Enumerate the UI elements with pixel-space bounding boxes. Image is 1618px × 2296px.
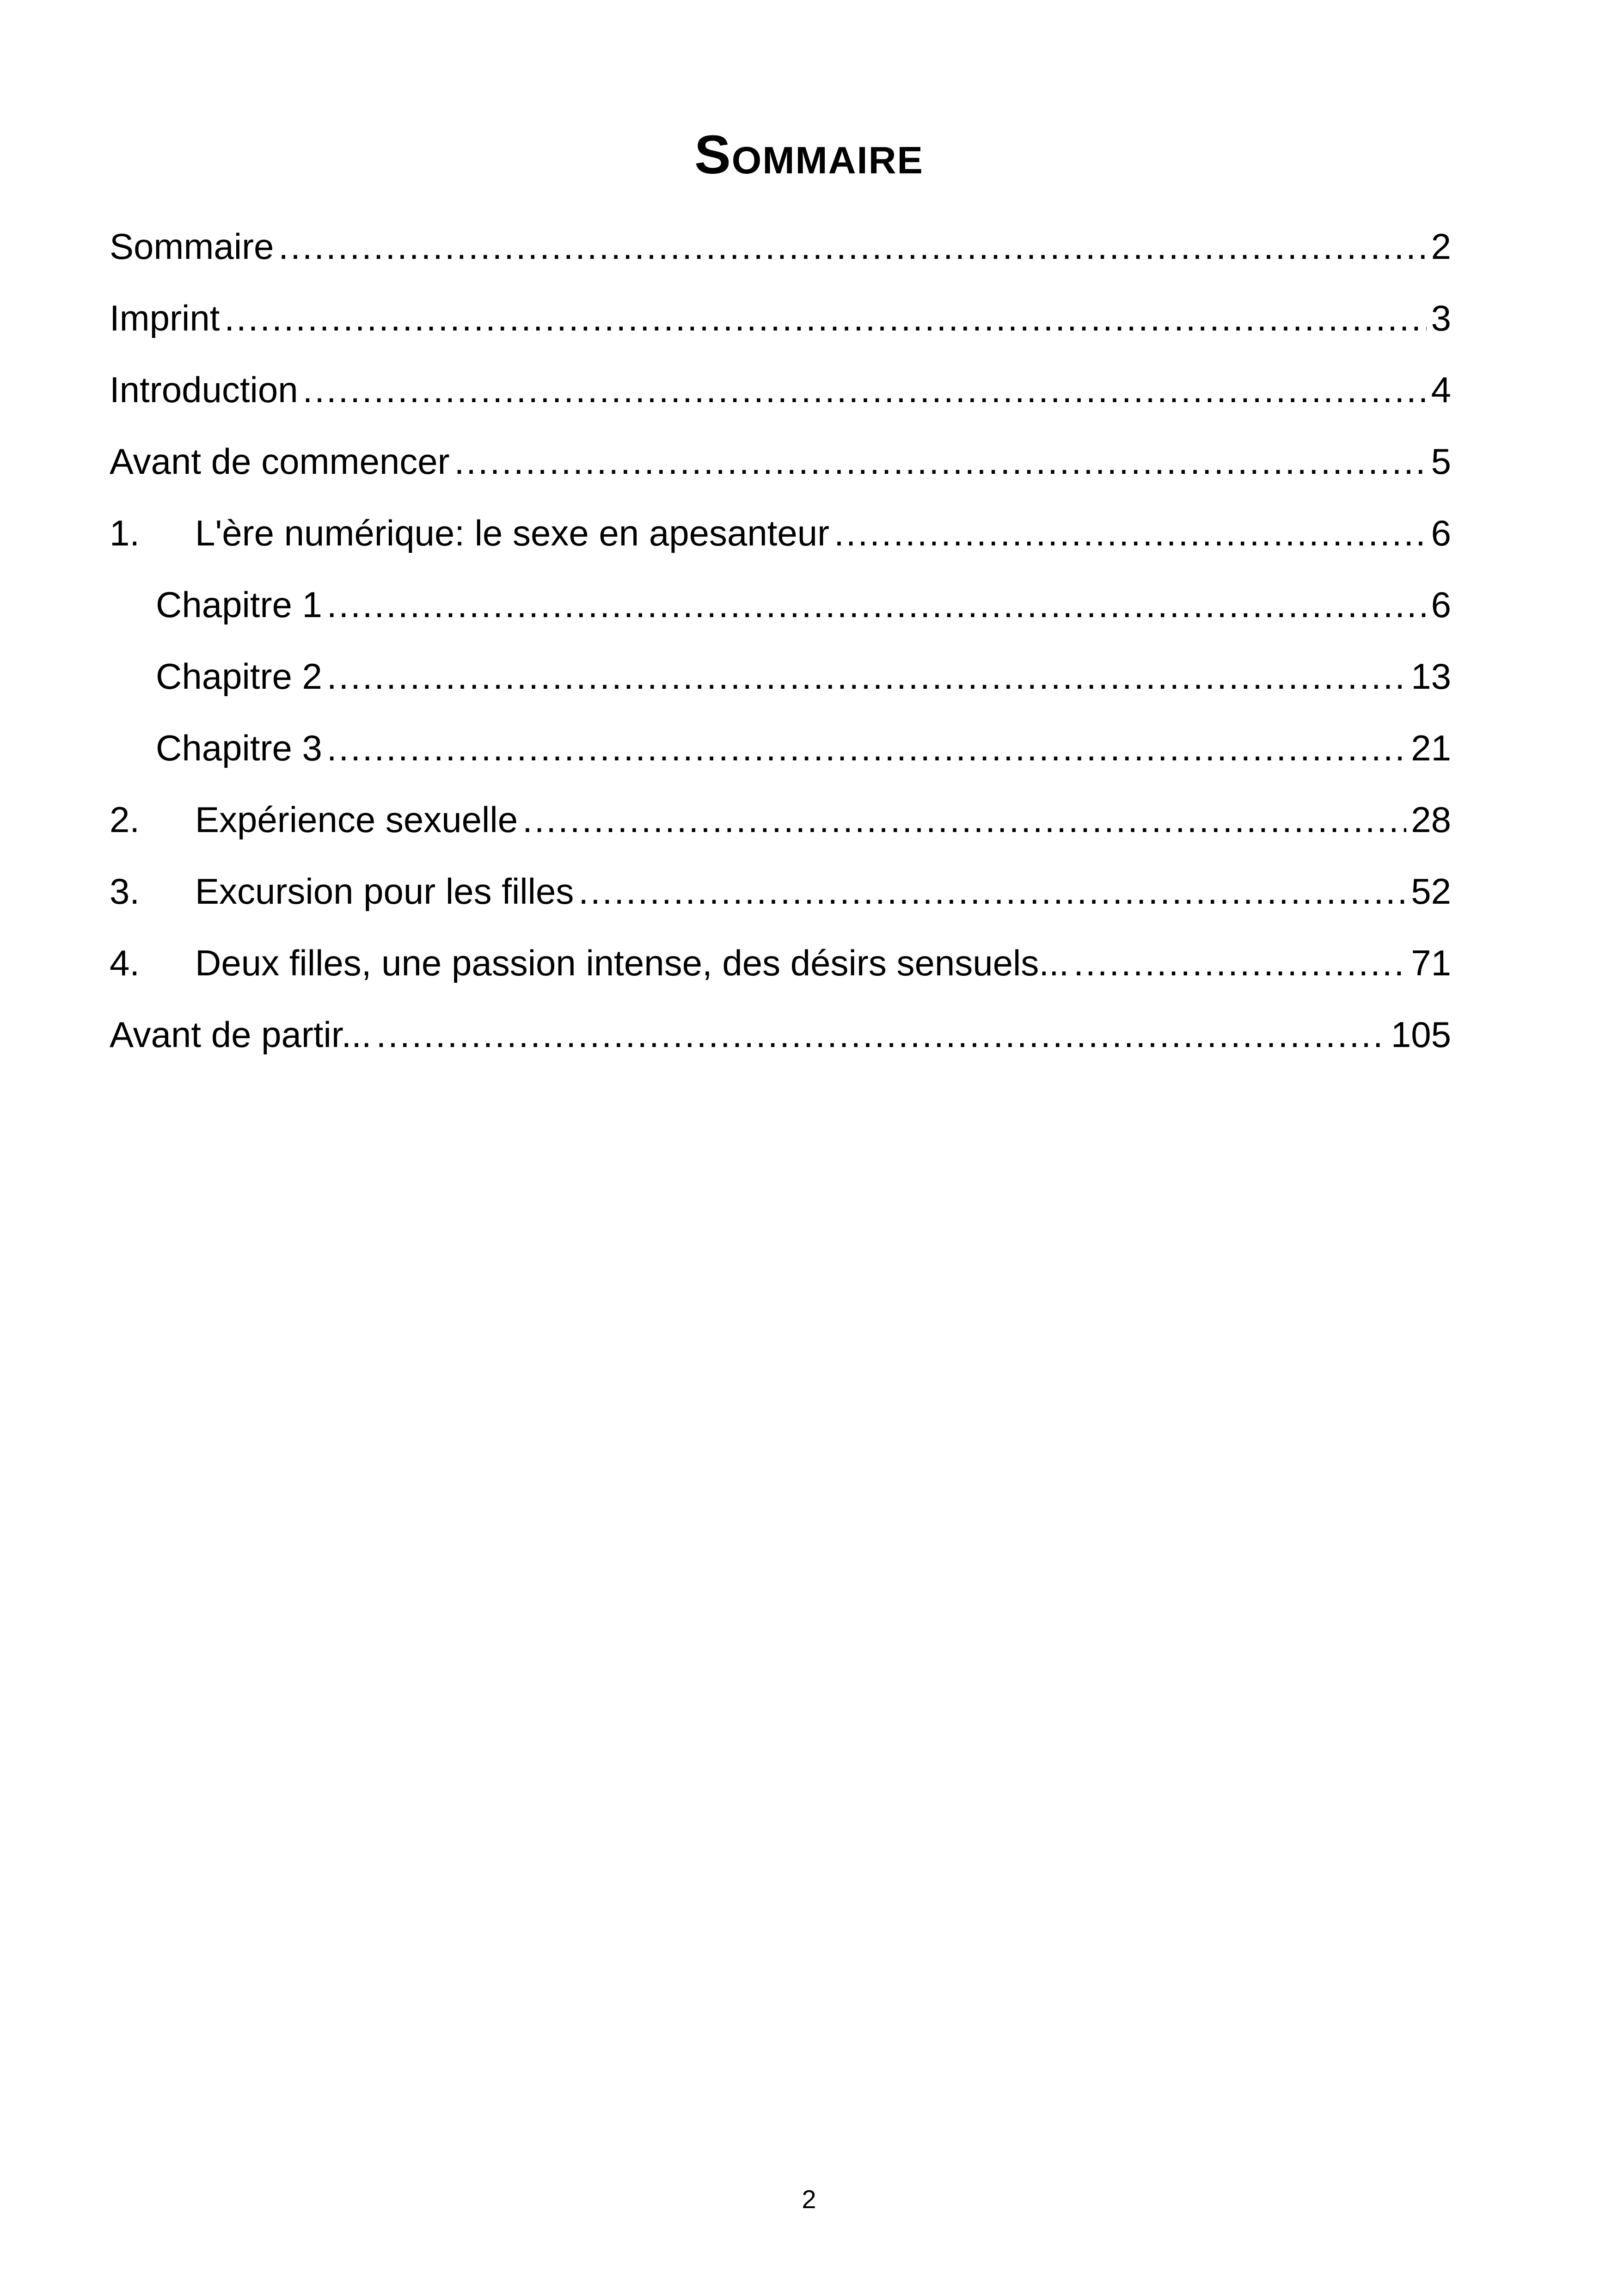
- toc-entry-number: 4.: [110, 942, 140, 983]
- toc-dot-leader: [1073, 937, 1406, 988]
- toc-entry-title: Avant de commencer: [110, 441, 450, 482]
- toc-entry-number: 1.: [110, 512, 140, 553]
- toc-dot-leader: [376, 1009, 1386, 1060]
- toc-entry-page: 5: [1431, 441, 1451, 482]
- toc-entry[interactable]: [110, 855, 1451, 927]
- toc-entry-page: 21: [1411, 727, 1451, 768]
- toc-dot-leader: [278, 221, 1426, 272]
- toc-entry-page: 13: [1411, 655, 1451, 697]
- toc-entry-title: Chapitre 1: [156, 584, 322, 625]
- toc-entry-number: 3.: [110, 870, 140, 912]
- toc-entry-title: Introduction: [110, 369, 298, 410]
- toc-dot-leader: [454, 436, 1427, 487]
- toc-entry[interactable]: [110, 282, 1451, 354]
- toc-entry-title: Sommaire: [110, 226, 274, 267]
- toc-entry[interactable]: [110, 354, 1451, 425]
- toc-entry-page: 105: [1391, 1014, 1451, 1055]
- toc-entry-page: 6: [1431, 512, 1451, 553]
- toc-entry-title: Expérience sexuelle: [195, 799, 518, 840]
- toc-entry-page: 6: [1431, 584, 1451, 625]
- toc-entry-number: 2.: [110, 799, 140, 840]
- toc-entry-title: Avant de partir...: [110, 1014, 372, 1055]
- toc-entry-title: L'ère numérique: le sexe en apesanteur: [195, 512, 830, 553]
- page-number: 2: [802, 2185, 816, 2214]
- toc-dot-leader: [327, 651, 1406, 702]
- toc-entry-page: 52: [1411, 870, 1451, 912]
- toc-entry-page: 4: [1431, 369, 1451, 410]
- toc-dot-leader: [834, 508, 1426, 558]
- toc-entry[interactable]: [110, 998, 1451, 1070]
- toc-entry[interactable]: [110, 784, 1451, 855]
- table-of-contents: [110, 210, 1451, 1070]
- toc-dot-leader: [327, 579, 1427, 630]
- toc-entry-page: 28: [1411, 799, 1451, 840]
- toc-entry[interactable]: [110, 210, 1451, 282]
- toc-entry-title: Imprint: [110, 297, 220, 338]
- toc-dot-leader: [224, 293, 1426, 343]
- toc-entry-page: 71: [1411, 942, 1451, 983]
- toc-entry-title: Excursion pour les filles: [195, 870, 574, 912]
- toc-entry[interactable]: [110, 640, 1451, 712]
- toc-entry-title: Chapitre 3: [156, 727, 322, 768]
- page-title: Sommaire: [694, 124, 924, 185]
- toc-entry[interactable]: [110, 425, 1451, 497]
- toc-entry-title: Chapitre 2: [156, 655, 322, 697]
- toc-entry[interactable]: [110, 569, 1451, 640]
- toc-entry-page: 3: [1431, 297, 1451, 338]
- toc-dot-leader: [578, 866, 1406, 917]
- toc-entry[interactable]: [110, 497, 1451, 569]
- toc-entry-title: Deux filles, une passion intense, des désirs sensuels...: [195, 942, 1069, 983]
- toc-dot-leader: [327, 722, 1406, 773]
- toc-entry-page: 2: [1431, 226, 1451, 267]
- toc-entry[interactable]: [110, 712, 1451, 784]
- toc-entry[interactable]: [110, 927, 1451, 998]
- toc-dot-leader: [522, 794, 1406, 845]
- toc-dot-leader: [303, 364, 1427, 415]
